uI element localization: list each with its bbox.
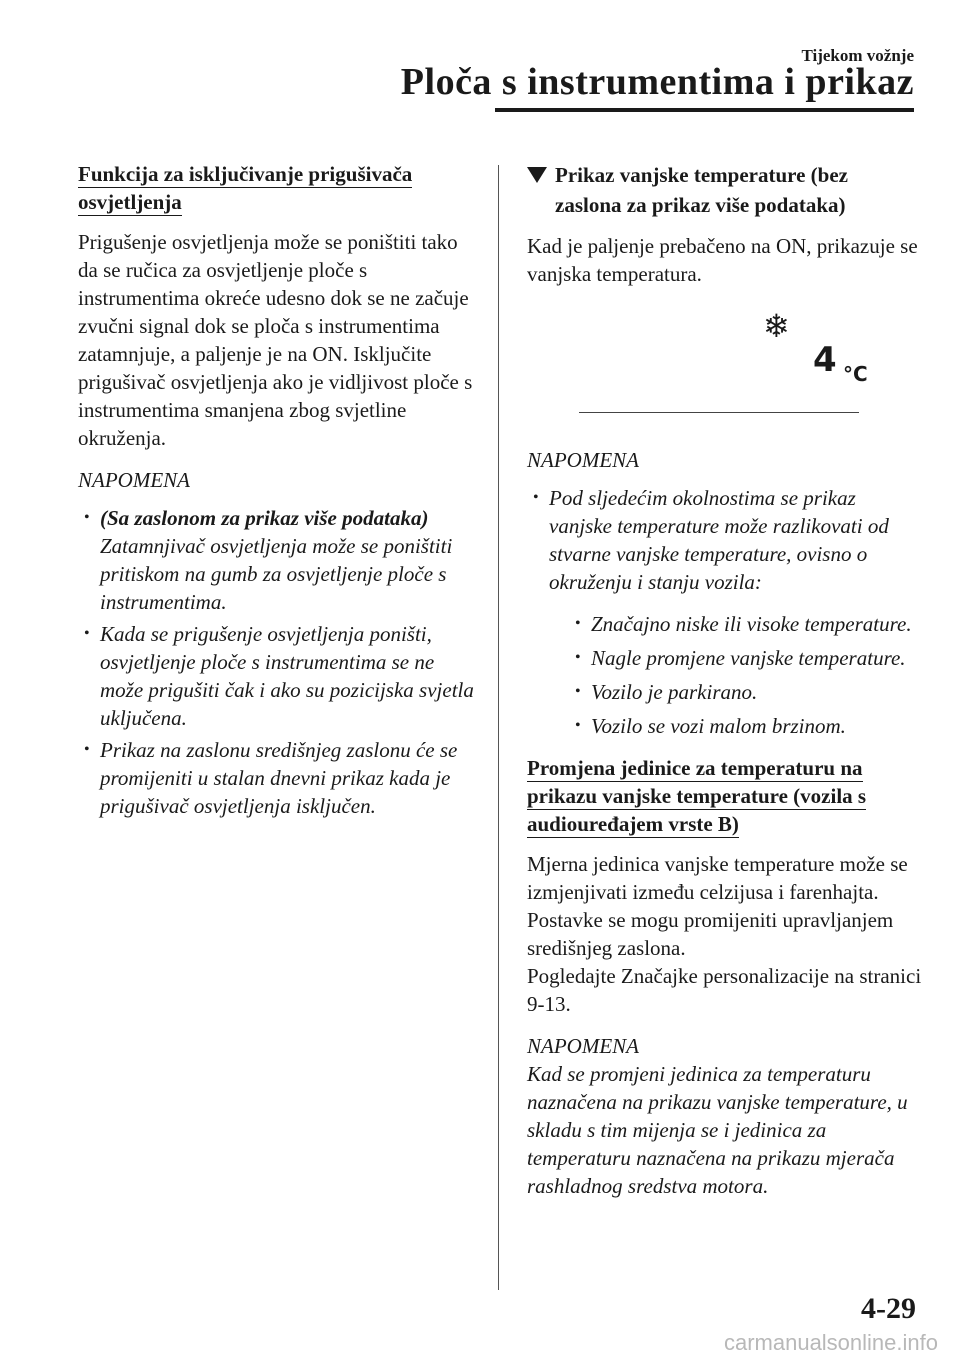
list-item: • Prikaz na zaslonu središnjeg zaslonu će se promijeniti u stalan dnevni prikaz kada je prigušivač osvjetljenja isključen. (78, 736, 478, 820)
snowflake-icon: ❄ (763, 308, 790, 344)
column-divider (498, 165, 499, 1290)
list-item: • Vozilo se vozi malom brzinom. (569, 712, 922, 740)
unit-change-heading: Promjena jedinice za temperaturu na prikazu vanjske temperature (vozila s audiouređajem vrste B) (527, 756, 867, 836)
temperature-display-figure (527, 302, 922, 432)
right-column (527, 160, 922, 1214)
list-item: • Značajno niske ili visoke temperature. (569, 610, 922, 638)
dimmer-heading: Funkcija za isključivanje prigušivača osvjetljenja (78, 162, 413, 214)
left-column (78, 160, 478, 834)
section-label: Tijekom vožnje (801, 46, 914, 65)
list-item: • Vozilo je parkirano. (569, 678, 922, 706)
list-item: • (Sa zaslonom za prikaz više podataka) Zatamnjivač osvjetljenja može se poništiti pritiskom na gumb za osvjetljenje ploče s instrumentima. (78, 504, 478, 616)
outside-temp-heading: Prikaz vanjske temperature (bez zaslona za prikaz više podataka) (527, 160, 922, 220)
watermark: carmanualsonline.info (723, 1330, 938, 1355)
list-item: • Nagle promjene vanjske temperature. (569, 644, 922, 672)
page-number: 4-29 (861, 1292, 916, 1325)
reference-paragraph: Pogledajte Značajke personalizacije na stranici 9-13. (527, 964, 922, 1016)
list-item: • Pod sljedećim okolnostima se prikaz vanjske temperature može razlikovati od stvarne vanjske temperature, ovisno o okruženju i stanju vozila: • Značajno niske ili visoke temperature. • Nagle promjene vanjske temperature. • Vozilo je parkirano. • Vozilo se vozi malom brzinom. (527, 484, 922, 740)
temperature-value: 4 (813, 340, 837, 380)
dimmer-note-list (78, 504, 478, 820)
note-label: NAPOMENA (527, 1034, 639, 1058)
note-label: NAPOMENA (78, 468, 190, 492)
temp-note-list (527, 484, 922, 740)
settings-paragraph: Postavke se mogu promijeniti upravljanjem središnjeg zaslona. (527, 908, 894, 960)
dimmer-paragraph: Prigušenje osvjetljenja može se poništiti tako da se ručica za osvjetljenje ploče s instrumentima okreće udesno dok se ne začuje zvučni signal dok se ploča s instrumentima zatamnjuje, a paljenje je na ON. Isključite prigušivač osvjetljenja ako je vidljivost ploče s instrumentima smanjena zbog svjetline okruženja. (78, 230, 473, 450)
figure-baseline (579, 412, 859, 413)
page-title: Ploča s instrumentima i prikaz (400, 61, 914, 103)
note-label: NAPOMENA (527, 448, 639, 472)
temp-condition-list (569, 610, 922, 740)
unit-note-text: Kad se promjeni jedinica za temperaturu naznačena na prikazu vanjske temperature, u skladu s tim mijenja se i jedinica za temperaturu naznačena na prikazu mjerača rashladnog sredstva motora. (527, 1062, 908, 1198)
temperature-unit: °C (843, 362, 868, 386)
header-rule (495, 108, 914, 112)
triangle-marker-icon (527, 167, 547, 183)
list-item: • Kada se prigušenje osvjetljenja poništi, osvjetljenje ploče s instrumentima se ne može prigušiti čak i ako su pozicijska svjetla uključena. (78, 620, 478, 732)
outside-temp-paragraph: Kad je paljenje prebačeno na ON, prikazuje se vanjska temperatura. (527, 234, 918, 286)
unit-paragraph: Mjerna jedinica vanjske temperature može se izmjenjivati između celzijusa i farenhajta. (527, 852, 908, 904)
